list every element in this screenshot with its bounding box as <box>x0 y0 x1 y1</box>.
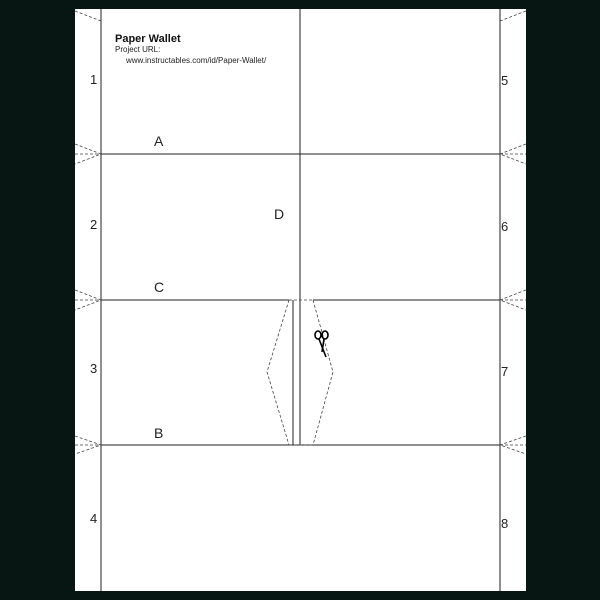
fold-label-c: C <box>154 279 165 295</box>
panel-number-2: 2 <box>90 217 98 232</box>
fold-label-b: B <box>154 425 164 441</box>
url-label: Project URL: <box>115 45 161 54</box>
fold-label-d: D <box>274 206 285 222</box>
project-url-link[interactable]: www.instructables.com/id/Paper-Wallet/ <box>126 56 267 65</box>
page-title: Paper Wallet <box>115 33 181 45</box>
corner-fold-guide <box>500 11 526 21</box>
panel-number-7: 7 <box>501 364 509 379</box>
panel-number-5: 5 <box>501 73 509 88</box>
card-slot-cut-left <box>267 300 289 445</box>
panel-number-3: 3 <box>90 361 98 376</box>
wallet-template-sheet <box>75 9 526 591</box>
panel-number-1: 1 <box>90 72 98 87</box>
fold-label-a: A <box>154 133 164 149</box>
panel-number-4: 4 <box>90 511 98 526</box>
fold-lines <box>75 9 526 591</box>
corner-fold-guide <box>75 11 101 21</box>
panel-number-6: 6 <box>501 219 509 234</box>
card-slot-cut-right <box>313 300 333 445</box>
panel-number-8: 8 <box>501 516 509 531</box>
